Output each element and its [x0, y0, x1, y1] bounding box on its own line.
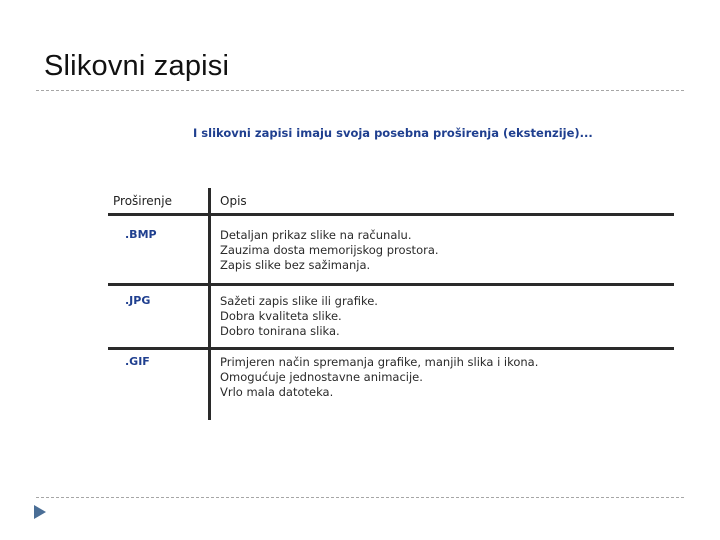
table-rule: [108, 283, 674, 286]
bottom-divider: [36, 497, 684, 498]
desc-jpg: [220, 294, 378, 339]
header-description: Opis: [220, 194, 247, 208]
intro-text: I slikovni zapisi imaju svoja posebna proširenja (ekstenzije)...: [193, 126, 593, 140]
desc-line: Zapis slike bez sažimanja.: [220, 258, 371, 272]
ext-bmp: .BMP: [125, 228, 157, 241]
desc-line: Omogućuje jednostavne animacije.: [220, 370, 423, 384]
desc-line: Dobro tonirana slika.: [220, 324, 340, 338]
desc-line: Dobra kvaliteta slike.: [220, 309, 342, 323]
desc-line: Vrlo mala datoteka.: [220, 385, 334, 399]
desc-gif: [220, 355, 538, 400]
desc-bmp: [220, 228, 439, 273]
ext-jpg: .JPG: [125, 294, 151, 307]
slide-title: Slikovni zapisi: [44, 50, 230, 82]
desc-line: Primjeren način spremanja grafike, manjih slika i ikona.: [220, 355, 539, 369]
top-divider: [36, 90, 684, 91]
table-rule: [108, 347, 674, 350]
header-extension: Proširenje: [113, 194, 172, 208]
table-column-divider: [208, 188, 211, 420]
table-rule: [108, 213, 674, 216]
desc-line: Sažeti zapis slike ili grafike.: [220, 294, 378, 308]
ext-gif: .GIF: [125, 355, 150, 368]
desc-line: Detaljan prikaz slike na računalu.: [220, 228, 412, 242]
desc-line: Zauzima dosta memorijskog prostora.: [220, 243, 439, 257]
triangle-bullet-icon: [34, 505, 46, 519]
